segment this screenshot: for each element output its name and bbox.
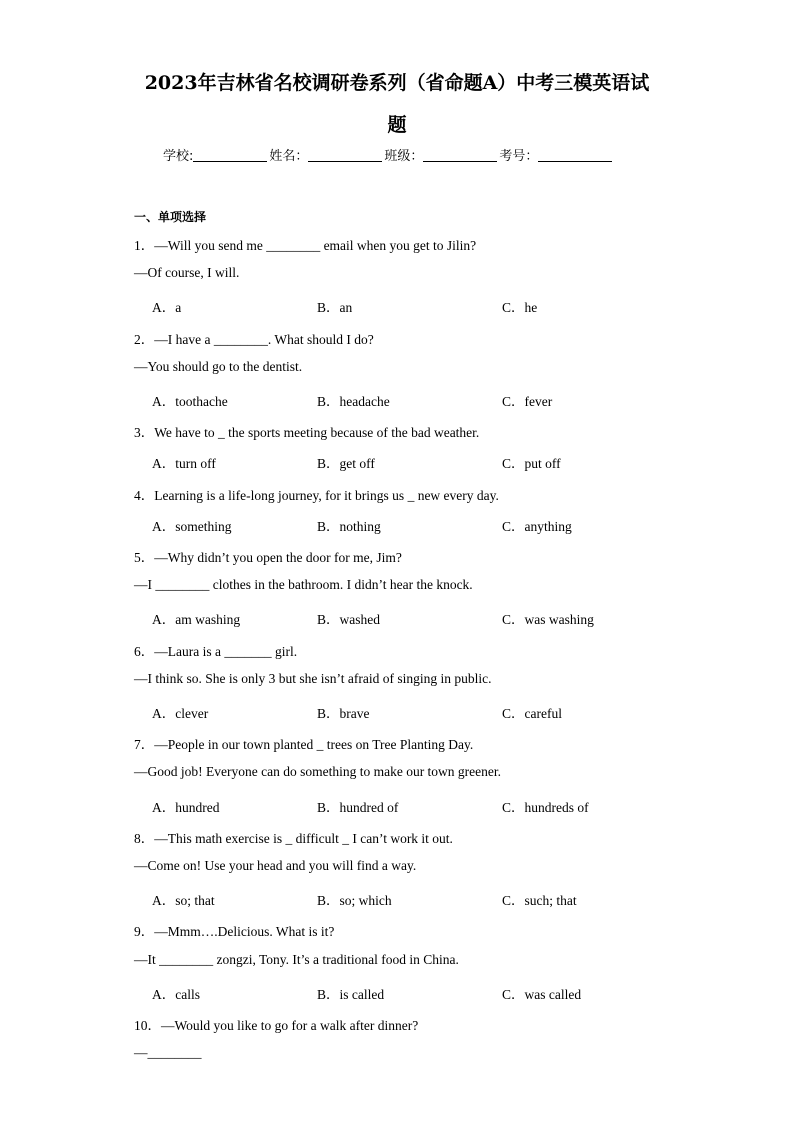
question-6-option-a[interactable]: A．clever (152, 706, 209, 721)
question-7-option-b[interactable]: B．hundred of (317, 799, 399, 815)
exam-no-blank (538, 148, 612, 162)
section-heading: 一、单项选择 (134, 210, 207, 224)
question-8-option-a[interactable]: A．so; that (152, 893, 215, 909)
question-8-option-c[interactable]: C．such; that (502, 893, 577, 909)
question-3-option-c[interactable]: C．put off (502, 456, 561, 472)
question-9-line-2: —It ________ zongzi, Tony. It’s a traditional food in China. (134, 951, 459, 967)
question-6-option-c[interactable]: C．careful (502, 706, 562, 721)
question-1-line-2: —Of course, I will. (134, 265, 240, 281)
question-2-option-c[interactable]: C．fever (502, 394, 553, 409)
question-1-option-c[interactable]: C．he (502, 300, 538, 316)
question-2-option-b[interactable]: B．headache (317, 394, 390, 409)
question-7-line-1: 7．—People in our town planted _ trees on Tree Planting Day. (134, 737, 474, 753)
class-label: 班级： (384, 149, 424, 164)
question-9-option-b[interactable]: B．is called (317, 986, 385, 1002)
question-8-option-b[interactable]: B．so; which (317, 893, 392, 909)
question-8-line-2: —Come on! Use your head and you will find a way. (134, 858, 417, 873)
school-blank (193, 148, 267, 162)
question-7-option-a[interactable]: A．hundred (152, 799, 220, 815)
question-3-option-b[interactable]: B．get off (317, 456, 375, 472)
name-blank (308, 148, 382, 162)
question-4-option-b[interactable]: B．nothing (317, 518, 381, 534)
question-5-option-b[interactable]: B．washed (317, 612, 380, 628)
question-6-line-1: 6．—Laura is a _______ girl. (134, 643, 298, 659)
question-6-line-2: —I think so. She is only 3 but she isn’t afraid of singing in public. (134, 670, 492, 686)
question-8-line-1: 8．—This math exercise is _ difficult _ I can’t work it out. (134, 830, 453, 846)
question-4-option-a[interactable]: A．something (152, 518, 232, 534)
school-label: 学校: (163, 149, 194, 164)
question-2-line-2: —You should go to the dentist. (134, 358, 303, 374)
question-5-option-a[interactable]: A．am washing (152, 612, 241, 628)
question-5-line-2: —I ________ clothes in the bathroom. I didn’t hear the knock. (134, 577, 473, 593)
question-7-option-c[interactable]: C．hundreds of (502, 799, 589, 815)
student-info-line (163, 145, 614, 164)
question-5-line-1: 5．—Why didn’t you open the door for me, Jim? (134, 550, 402, 565)
question-5-option-c[interactable]: C．was washing (502, 612, 594, 628)
exam-no-label: 考号： (499, 149, 539, 164)
question-4-option-c[interactable]: C．anything (502, 518, 572, 534)
question-2-line-1: 2．—I have a ________. What should I do? (134, 331, 374, 347)
question-9-line-1: 9．—Mmm….Delicious. What is it? (134, 924, 335, 940)
question-4-line-1: 4．Learning is a life-long journey, for it brings us _ new every day. (134, 487, 499, 503)
question-2-option-a[interactable]: A．toothache (152, 394, 228, 409)
question-1-option-b[interactable]: B．an (317, 300, 353, 316)
question-3-option-a[interactable]: A．turn off (152, 456, 216, 472)
question-7-line-2: —Good job! Everyone can do something to make our town greener. (134, 764, 502, 780)
exam-title-line2: 题 (387, 114, 407, 136)
question-6-option-b[interactable]: B．brave (317, 706, 370, 721)
question-9-option-c[interactable]: C．was called (502, 986, 582, 1002)
question-9-option-a[interactable]: A．calls (152, 986, 200, 1002)
question-3-line-1: 3．We have to _ the sports meeting because of the bad weather. (134, 425, 480, 441)
question-1-option-a[interactable]: A．a (152, 300, 182, 316)
class-blank (423, 148, 497, 162)
question-1-line-1: 1．—Will you send me ________ email when you get to Jilin? (134, 238, 477, 253)
question-10-line-1: 10．—Would you like to go for a walk after dinner? (134, 1018, 419, 1033)
name-label: 姓名： (269, 149, 309, 164)
exam-title-line1: 2023年吉林省名校调研卷系列（省命题A）中考三模英语试 (144, 72, 650, 94)
question-10-line-2: —________ (134, 1045, 202, 1061)
